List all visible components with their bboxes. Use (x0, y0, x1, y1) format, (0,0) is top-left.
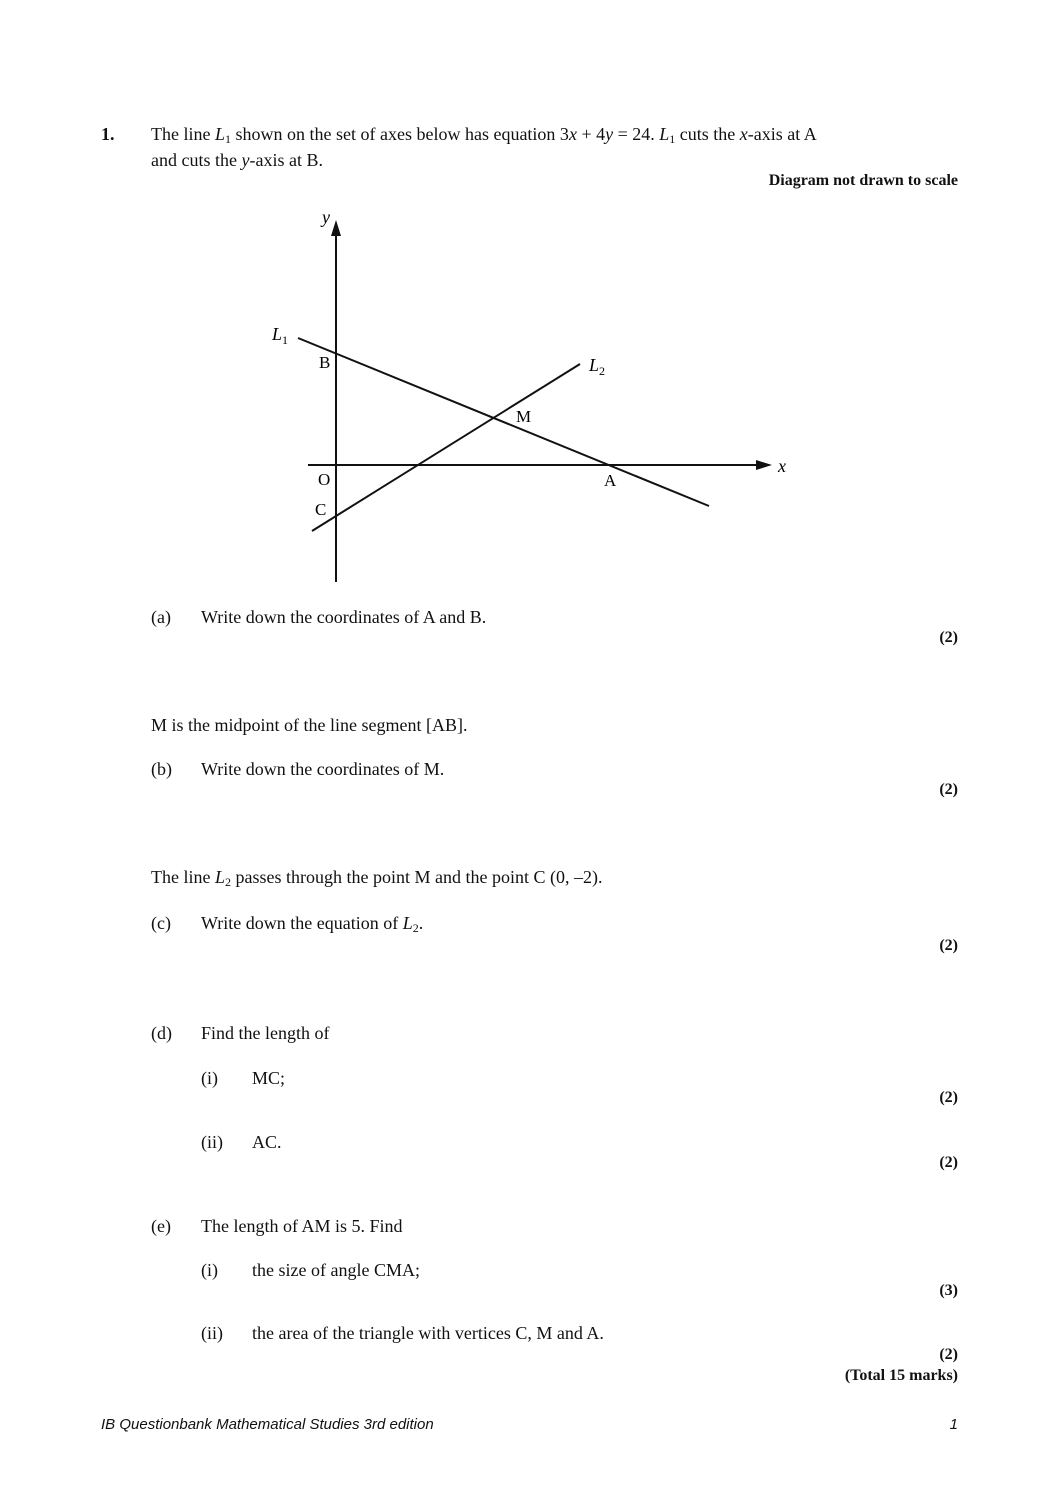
part-e-ii-text: the area of the triangle with vertices C, M and A. (252, 1323, 604, 1343)
midpoint-statement: M is the midpoint of the line segment [AB]. (151, 715, 468, 735)
y-axis-arrowhead (331, 220, 341, 236)
point-M-label: M (516, 407, 532, 426)
part-d-i-label: (i) (201, 1068, 218, 1088)
part-b-marks: (2) (939, 781, 958, 798)
point-C-label: C (315, 500, 327, 519)
part-e-i-marks: (3) (939, 1282, 958, 1299)
diagram-note: Diagram not drawn to scale (768, 172, 958, 189)
part-d-i-marks: (2) (939, 1089, 958, 1106)
part-b-text: Write down the coordinates of M. (201, 759, 445, 779)
line-L2 (312, 364, 580, 531)
part-e-ii-label: (ii) (201, 1323, 223, 1343)
part-e-i-label: (i) (201, 1260, 218, 1280)
coordinate-diagram (260, 200, 800, 590)
footer-page-number: 1 (949, 1416, 958, 1433)
x-axis-label: x (778, 456, 786, 476)
question-intro-line-2: and cuts the y-axis at B. (151, 150, 323, 170)
part-a-text: Write down the coordinates of A and B. (201, 607, 487, 627)
point-B-label: B (319, 353, 331, 372)
part-a-marks: (2) (939, 629, 958, 646)
part-d-ii-marks: (2) (939, 1154, 958, 1171)
part-d-label: (d) (151, 1023, 172, 1043)
L2-statement: The line $L_2$ passes through the point M and the point C (0, –2). (151, 867, 603, 889)
part-c-label: (c) (151, 913, 171, 933)
L1-label: $L_1$ (272, 324, 289, 347)
part-e-text: The length of AM is 5. Find (201, 1216, 403, 1236)
part-d-i-text: MC; (252, 1068, 286, 1088)
footer-source: IB Questionbank Mathematical Studies 3rd edition (101, 1416, 434, 1433)
L2-label: $L_2$ (589, 355, 606, 378)
part-e-ii-marks: (2) (939, 1346, 958, 1363)
part-e-label: (e) (151, 1216, 171, 1236)
part-d-text: Find the length of (201, 1023, 330, 1043)
part-c-text: Write down the equation of $L_2$. (201, 913, 424, 935)
question-intro-line-1: The line $L_1$ shown on the set of axes below has equation 3x + 4y = 24. $L_1$ cuts the x-axis at A (151, 124, 817, 146)
part-c-marks: (2) (939, 937, 958, 954)
part-a-label: (a) (151, 607, 171, 627)
question-number: 1. (101, 124, 115, 144)
total-marks: (Total 15 marks) (844, 1367, 958, 1384)
point-A-label: A (604, 471, 617, 490)
point-O-label: O (318, 470, 331, 489)
y-axis-label: y (322, 207, 330, 227)
line-L1 (298, 338, 709, 506)
x-axis-arrowhead (756, 460, 772, 470)
part-b-label: (b) (151, 759, 172, 779)
part-e-i-text: the size of angle CMA; (252, 1260, 420, 1280)
part-d-ii-text: AC. (252, 1132, 282, 1152)
part-d-ii-label: (ii) (201, 1132, 223, 1152)
